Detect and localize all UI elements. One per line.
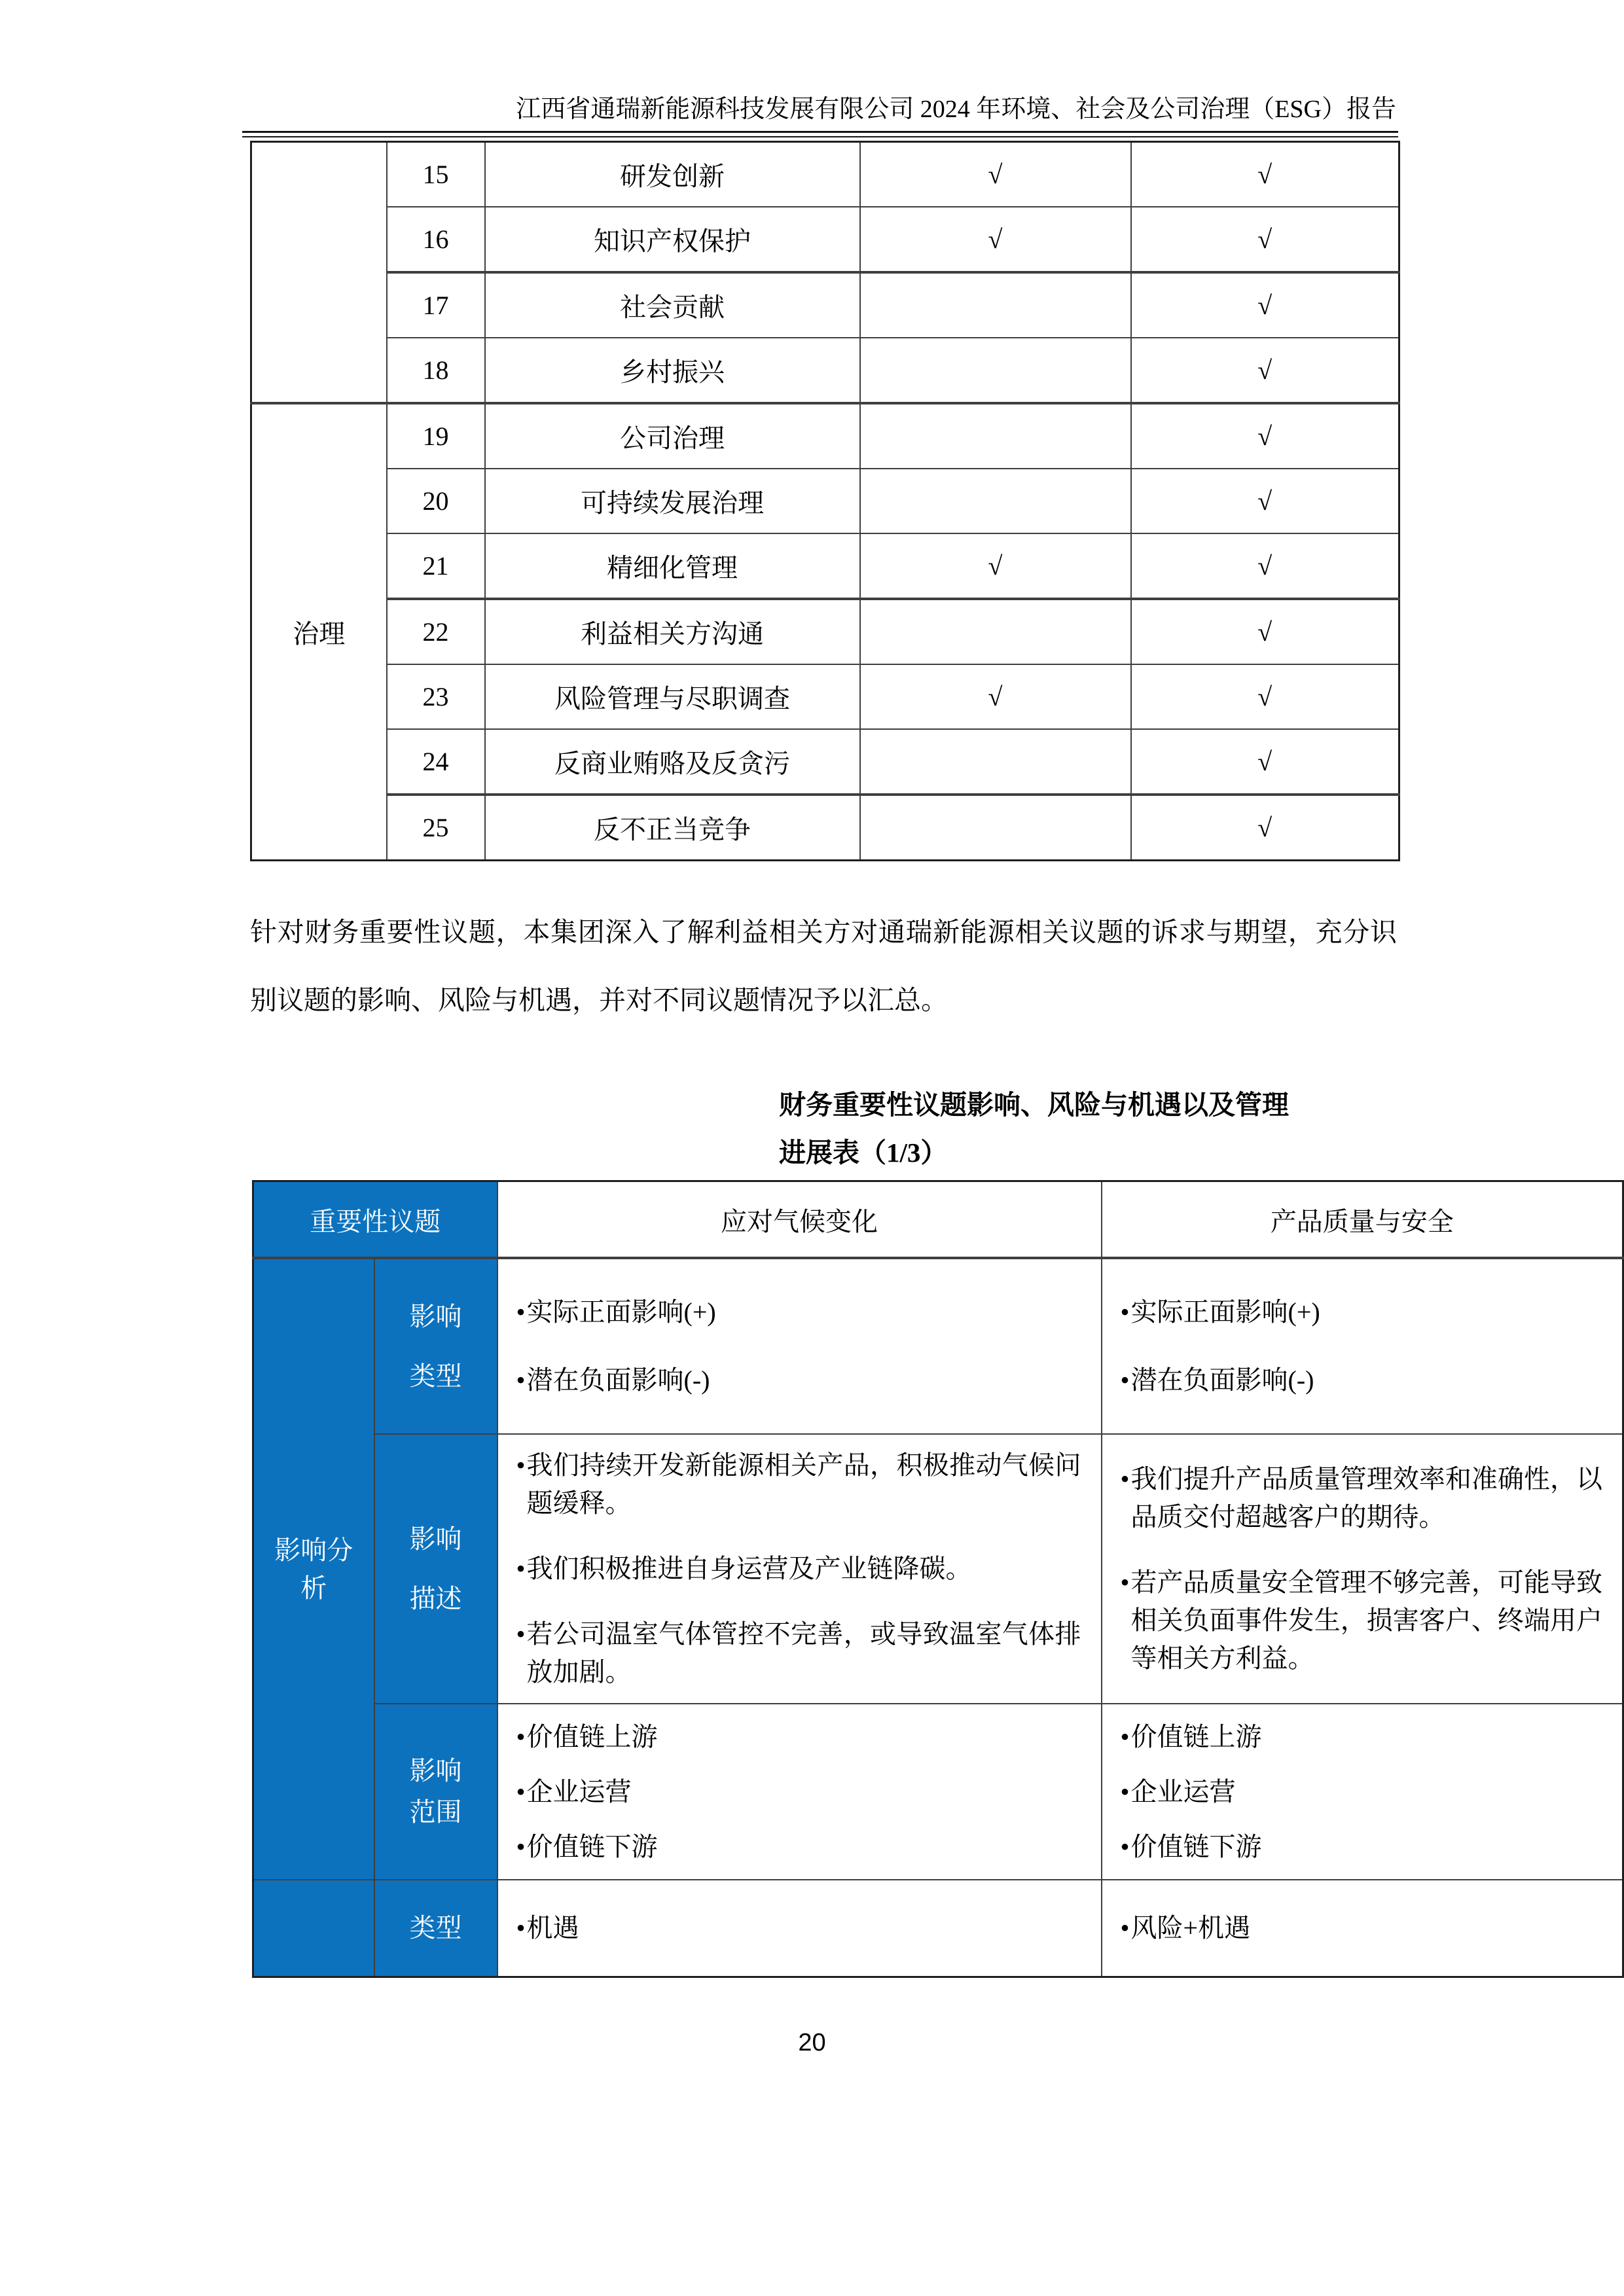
quality-cell: [1102, 1434, 1623, 1704]
bullet-icon: •: [516, 1831, 526, 1861]
row-label-cell: 影响 描述: [374, 1434, 497, 1704]
row-label-cell: 影响 类型: [374, 1258, 497, 1434]
quality-cell: [1102, 1704, 1623, 1880]
list-item: • 企业运营: [1121, 1773, 1603, 1811]
table-row: [251, 729, 1399, 795]
header-topic-cell: 重要性议题: [253, 1181, 497, 1259]
table-row: [251, 533, 1399, 599]
financial-materiality-check: [860, 729, 1131, 795]
table-row: [251, 795, 1399, 861]
financial-materiality-check: [860, 795, 1131, 861]
type-row: [253, 1880, 1623, 1977]
table-row: [251, 664, 1399, 729]
list-item: • 风险+机遇: [1121, 1909, 1603, 1947]
bullet-icon: •: [516, 1776, 526, 1806]
impact-materiality-check: √: [1131, 533, 1399, 599]
table-row: [251, 272, 1399, 338]
topic-name: 研发创新: [485, 142, 860, 207]
bullet-icon: •: [516, 1913, 526, 1943]
topic-no: 16: [387, 207, 485, 272]
group-spacer-cell: [253, 1880, 374, 1977]
body-paragraph: 针对财务重要性议题，本集团深入了解利益相关方对通瑞新能源相关议题的诉求与期望，充分识别议题的影响、风险与机遇，并对不同议题情况予以汇总。: [250, 917, 1397, 1015]
bullet-icon: •: [1120, 1776, 1130, 1806]
bullet-icon: •: [516, 1554, 526, 1583]
topic-no: 22: [387, 599, 485, 664]
climate-cell: [497, 1704, 1102, 1880]
bullet-icon: •: [1120, 1365, 1130, 1395]
header-divider: [242, 131, 1398, 137]
page-number: 20: [798, 2029, 826, 2056]
bullet-icon: •: [1120, 1721, 1130, 1751]
financial-materiality-check: √: [860, 142, 1131, 207]
topic-name: 利益相关方沟通: [485, 599, 860, 664]
list-item: • 若产品质量安全管理不够完善，可能导致相关负面事件发生，损害客户、终端用户等相关方利益。: [1121, 1564, 1603, 1677]
impact-materiality-check: √: [1131, 599, 1399, 664]
topic-no: 21: [387, 533, 485, 599]
bullet-icon: •: [516, 1619, 526, 1649]
topic-name: 精细化管理: [485, 533, 860, 599]
list-item: • 实际正面影响(+): [516, 1293, 1081, 1331]
climate-cell: [497, 1880, 1102, 1977]
table-row: [251, 338, 1399, 403]
table-row: [251, 469, 1399, 533]
topic-no: 24: [387, 729, 485, 795]
topic-name: 反商业贿赂及反贪污: [485, 729, 860, 795]
topic-no: 17: [387, 272, 485, 338]
bullet-icon: •: [1120, 1464, 1130, 1494]
topic-no: 19: [387, 403, 485, 469]
bullet-icon: •: [516, 1297, 526, 1327]
topic-name: 风险管理与尽职调查: [485, 664, 860, 729]
table-row: [251, 599, 1399, 664]
list-item: • 我们积极推进自身运营及产业链降碳。: [516, 1550, 1081, 1588]
page-header-title: 江西省通瑞新能源科技发展有限公司 2024 年环境、社会及公司治理（ESG）报告: [516, 96, 1396, 123]
bullet-icon: •: [1120, 1831, 1130, 1861]
row-label-cell: 类型: [374, 1880, 497, 1977]
impact-materiality-check: √: [1131, 469, 1399, 533]
table-header-row: [253, 1181, 1623, 1259]
impact-analysis-group-cell: 影响分 析: [253, 1258, 374, 1880]
topic-no: 25: [387, 795, 485, 861]
financial-materiality-check: √: [860, 533, 1131, 599]
impact-type-row: [253, 1258, 1623, 1434]
table-row: [251, 142, 1399, 207]
header-quality-cell: 产品质量与安全: [1102, 1181, 1623, 1259]
bullet-icon: •: [516, 1721, 526, 1751]
impact-description-row: [253, 1434, 1623, 1704]
financial-materiality-check: [860, 599, 1131, 664]
material-topics-table: [250, 141, 1400, 861]
materiality-progress-table: [252, 1180, 1624, 1978]
topic-no: 23: [387, 664, 485, 729]
list-item: • 价值链上游: [516, 1718, 1081, 1756]
list-item: • 我们提升产品质量管理效率和准确性，以品质交付超越客户的期待。: [1121, 1460, 1603, 1536]
list-item: • 实际正面影响(+): [1121, 1293, 1603, 1331]
table-row: [251, 403, 1399, 469]
header-climate-cell: 应对气候变化: [497, 1181, 1102, 1259]
impact-materiality-check: √: [1131, 403, 1399, 469]
impact-materiality-check: √: [1131, 142, 1399, 207]
impact-scope-row: [253, 1704, 1623, 1880]
list-item: • 企业运营: [516, 1773, 1081, 1811]
impact-materiality-check: √: [1131, 795, 1399, 861]
topic-name: 反不正当竞争: [485, 795, 860, 861]
topic-no: 18: [387, 338, 485, 403]
row-label-cell: 影响 范围: [374, 1704, 497, 1880]
bullet-icon: •: [516, 1365, 526, 1395]
progress-table-title: 财务重要性议题影响、风险与机遇以及管理进展表（1/3）: [779, 1090, 1289, 1168]
topic-name: 公司治理: [485, 403, 860, 469]
bullet-icon: •: [1120, 1568, 1130, 1597]
financial-materiality-check: [860, 338, 1131, 403]
list-item: • 价值链下游: [1121, 1828, 1603, 1866]
impact-materiality-check: √: [1131, 207, 1399, 272]
financial-materiality-check: √: [860, 207, 1131, 272]
climate-cell: [497, 1434, 1102, 1704]
topic-no: 15: [387, 142, 485, 207]
topic-name: 乡村振兴: [485, 338, 860, 403]
category-cell: [251, 142, 387, 404]
list-item: • 我们持续开发新能源相关产品，积极推动气候问题缓释。: [516, 1446, 1081, 1522]
impact-materiality-check: √: [1131, 664, 1399, 729]
quality-cell: [1102, 1880, 1623, 1977]
topic-name: 社会贡献: [485, 272, 860, 338]
list-item: • 若公司温室气体管控不完善，或导致温室气体排放加剧。: [516, 1615, 1081, 1691]
topic-name: 可持续发展治理: [485, 469, 860, 533]
list-item: • 价值链上游: [1121, 1718, 1603, 1756]
impact-materiality-check: √: [1131, 338, 1399, 403]
financial-materiality-check: [860, 469, 1131, 533]
bullet-icon: •: [516, 1450, 526, 1480]
financial-materiality-check: [860, 272, 1131, 338]
table-row: [251, 207, 1399, 272]
list-item: • 潜在负面影响(-): [516, 1361, 1081, 1399]
topic-name: 知识产权保护: [485, 207, 860, 272]
list-item: • 价值链下游: [516, 1828, 1081, 1866]
list-item: • 潜在负面影响(-): [1121, 1361, 1603, 1399]
category-cell: 治理: [251, 403, 387, 861]
impact-materiality-check: √: [1131, 729, 1399, 795]
bullet-icon: •: [1120, 1913, 1130, 1943]
financial-materiality-check: [860, 403, 1131, 469]
impact-materiality-check: √: [1131, 272, 1399, 338]
list-item: • 机遇: [516, 1909, 1081, 1947]
quality-cell: [1102, 1258, 1623, 1434]
financial-materiality-check: √: [860, 664, 1131, 729]
climate-cell: [497, 1258, 1102, 1434]
topic-no: 20: [387, 469, 485, 533]
bullet-icon: •: [1120, 1297, 1130, 1327]
